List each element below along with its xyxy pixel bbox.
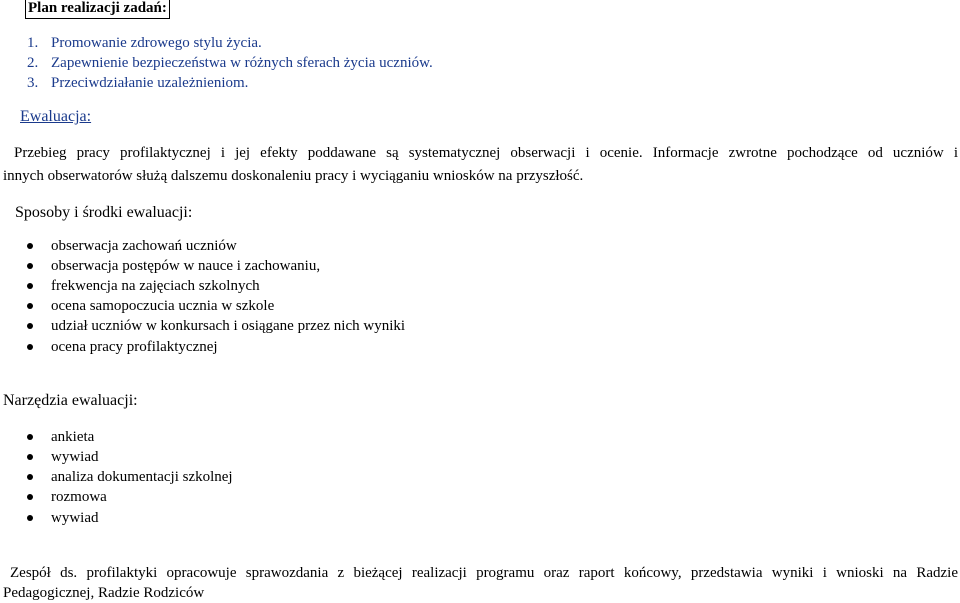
list-item <box>51 427 94 447</box>
bullet-icon <box>27 263 33 269</box>
list-item-text: ocena samopoczucia ucznia w szkole <box>51 298 275 314</box>
plan-heading-text: Plan realizacji zadań: <box>28 0 167 16</box>
bullet-icon <box>27 434 33 440</box>
methods-heading: Sposoby i środki ewaluacji: <box>15 204 193 221</box>
evaluation-paragraph-line-2: innych obserwatorów służą dalszemu doskonaleniu pracy i wyciąganiu wniosków na przyszłość. <box>3 168 584 184</box>
team-paragraph-line-2: Pedagogicznej, Radzie Rodziców <box>3 585 205 601</box>
list-item <box>51 316 405 336</box>
bullet-icon <box>27 344 33 350</box>
list-item-text: frekwencja na zajęciach szkolnych <box>51 278 260 294</box>
evaluation-heading: Ewaluacja: <box>20 108 92 125</box>
list-item-text: udział uczniów w konkursach i osiągane przez nich wyniki <box>51 318 406 334</box>
bullet-icon <box>27 515 33 521</box>
team-paragraph-line-1: Zespół ds. profilaktyki opracowuje sprawozdania z bieżącej realizacji programu oraz raport końcowy, przedstawia wyniki i wnioski na Radzie <box>10 565 958 581</box>
list-item <box>51 337 218 357</box>
plan-item-text: Zapewnienie bezpieczeństwa w różnych sferach życia uczniów. <box>51 55 433 71</box>
bullet-icon <box>27 474 33 480</box>
list-item-text: analiza dokumentacji szkolnej <box>51 469 233 485</box>
plan-item <box>27 73 248 93</box>
plan-item <box>27 53 433 73</box>
list-item <box>51 296 274 316</box>
bullet-icon <box>27 323 33 329</box>
bullet-icon <box>27 243 33 249</box>
plan-item-text: Promowanie zdrowego stylu życia. <box>51 35 262 51</box>
bullet-icon <box>27 454 33 460</box>
list-item <box>51 256 320 276</box>
list-item-text: rozmowa <box>51 489 107 505</box>
list-item <box>51 487 107 507</box>
list-item <box>51 276 260 296</box>
list-item-text: ocena pracy profilaktycznej <box>51 339 218 355</box>
list-item <box>51 508 99 528</box>
list-item-text: wywiad <box>51 449 99 465</box>
plan-item <box>27 33 262 53</box>
list-item <box>51 447 99 467</box>
bullet-icon <box>27 494 33 500</box>
plan-heading <box>25 0 170 19</box>
list-item <box>51 236 237 256</box>
plan-item-text: Przeciwdziałanie uzależnieniom. <box>51 75 249 91</box>
plan-item-number: 3. <box>27 75 39 91</box>
plan-item-number: 1. <box>27 35 39 51</box>
tools-heading: Narzędzia ewaluacji: <box>3 392 138 409</box>
list-item-text: ankieta <box>51 429 95 445</box>
plan-item-number: 2. <box>27 55 39 71</box>
bullet-icon <box>27 303 33 309</box>
list-item <box>51 467 233 487</box>
list-item-text: wywiad <box>51 510 99 526</box>
bullet-icon <box>27 283 33 289</box>
evaluation-paragraph-line-1: Przebieg pracy profilaktycznej i jej efekty poddawane są systematycznej obserwacji i ocenie. Informacje zwrotne pochodzące od uczniów i <box>14 145 958 161</box>
list-item-text: obserwacja postępów w nauce i zachowaniu, <box>51 258 321 274</box>
list-item-text: obserwacja zachowań uczniów <box>51 238 237 254</box>
